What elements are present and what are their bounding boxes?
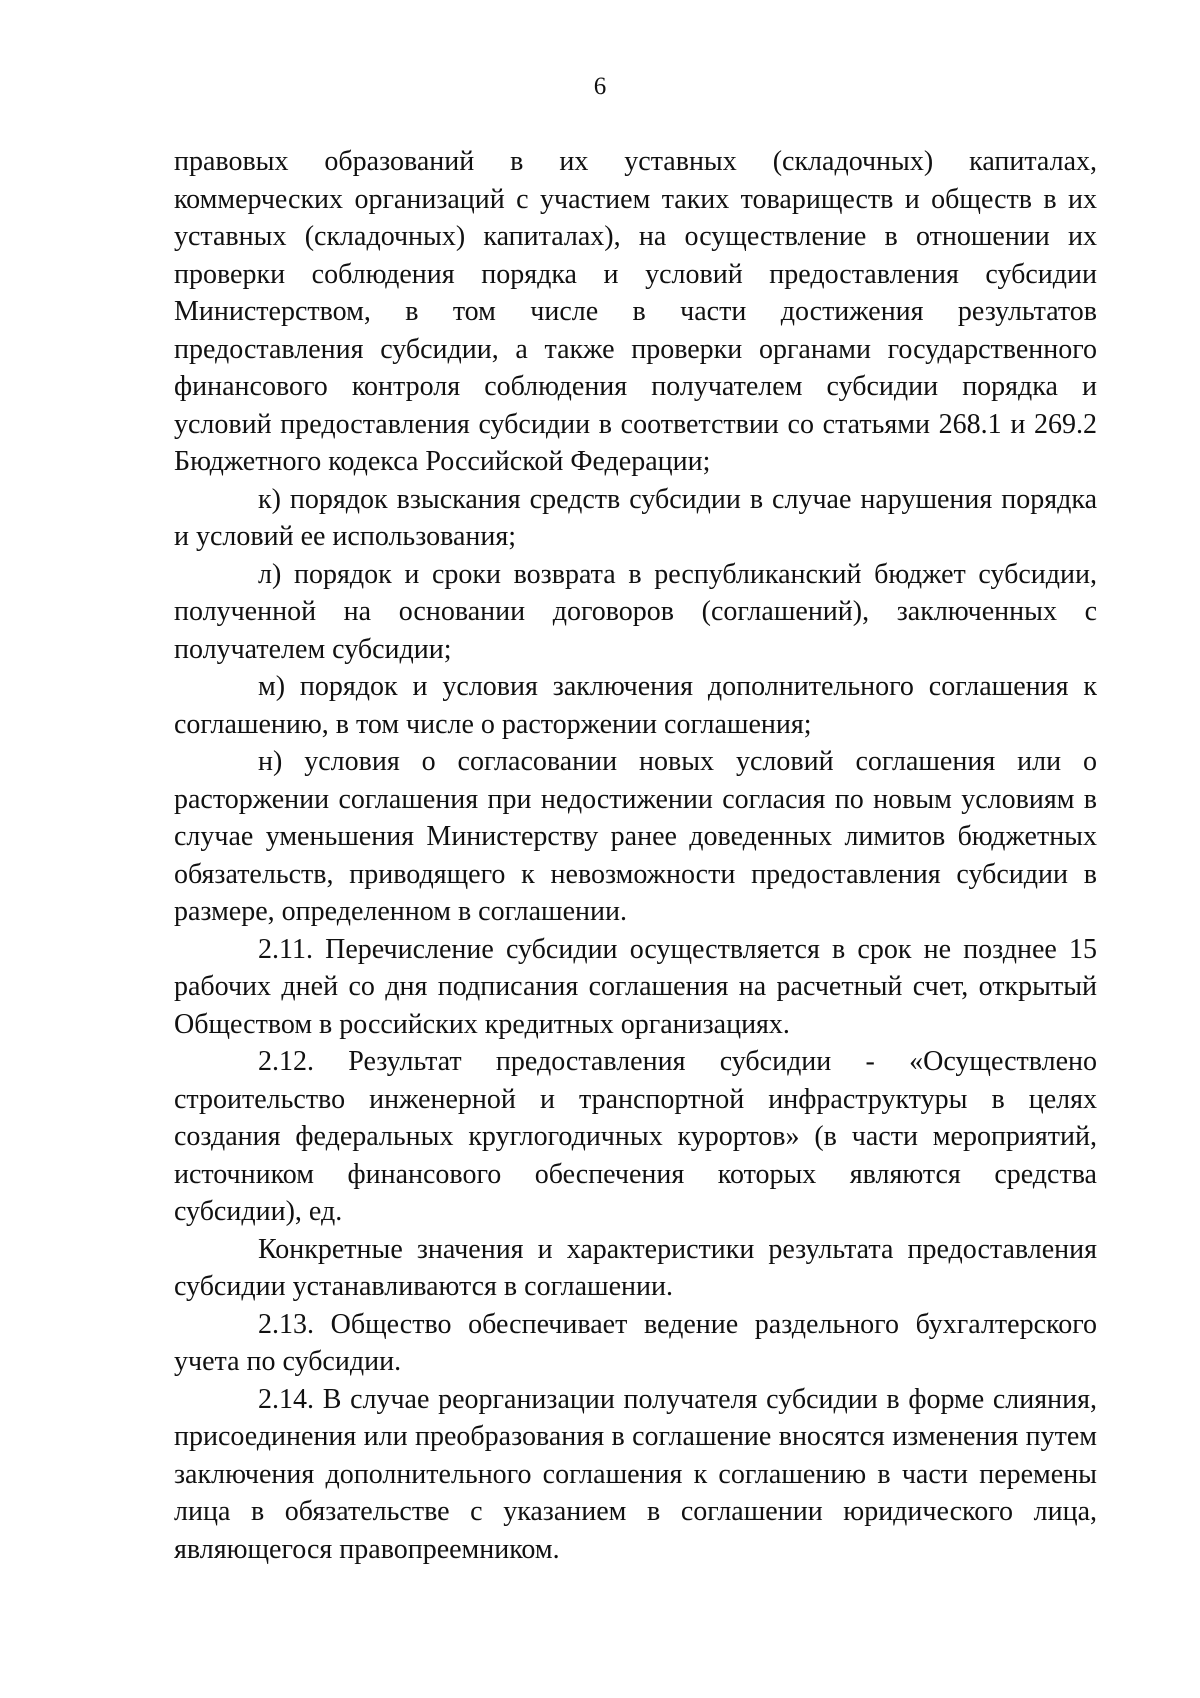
paragraph-2-11: 2.11. Перечисление субсидии осуществляется в срок не позднее 15 рабочих дней со дня подписания соглашения на расчетный счет, открытый Обществом в российских кредитных организациях.	[174, 933, 1097, 1040]
paragraph-item-l: л) порядок и сроки возврата в республиканский бюджет субсидии, полученной на основании договоров (соглашений), заключенных с получателем субсидии;	[174, 558, 1097, 665]
paragraph-continuation: правовых образований в их уставных (складочных) капиталах, коммерческих организаций с участием таких товариществ и обществ в их уставных (складочных) капиталах), на осуществление в отношении их проверки соблюдения порядка и условий предоставления субсидии Министерством, в том числе в части достижения результатов предоставления субсидии, а также проверки органами государственного финансового контроля соблюдения получателем субсидии порядка и условий предоставления субсидии в соответствии со статьями 268.1 и 269.2 Бюджетного кодекса Российской Федерации;	[174, 146, 1097, 477]
page-number: 6	[593, 73, 607, 100]
paragraph-2-12: 2.12. Результат предоставления субсидии - «Осуществлено строительство инженерной и транспортной инфраструктуры в целях создания федеральных круглогодичных курортов» (в части мероприятий, источником финансового обеспечения которых являются средства субсидии), ед.	[174, 1046, 1097, 1227]
document-body	[174, 143, 1097, 1568]
paragraph-item-k: к) порядок взыскания средств субсидии в случае нарушения порядка и условий ее использования;	[174, 483, 1097, 552]
paragraph-2-14: 2.14. В случае реорганизации получателя субсидии в форме слияния, присоединения или преобразования в соглашение вносятся изменения путем заключения дополнительного соглашения к соглашению в части перемены лица в обязательстве с указанием в соглашении юридического лица, являющегося правопреемником.	[174, 1383, 1097, 1565]
paragraph-item-m: м) порядок и условия заключения дополнительного соглашения к соглашению, в том числе о расторжении соглашения;	[174, 671, 1097, 740]
paragraph-2-13: 2.13. Общество обеспечивает ведение раздельного бухгалтерского учета по субсидии.	[174, 1308, 1097, 1377]
paragraph-result-values: Конкретные значения и характеристики результата предоставления субсидии устанавливаются в соглашении.	[174, 1233, 1097, 1302]
paragraph-item-n: н) условия о согласовании новых условий соглашения или о расторжении соглашения при недостижении согласия по новым условиям в случае уменьшения Министерству ранее доведенных лимитов бюджетных обязательств, приводящего к невозможности предоставления субсидии в размере, определенном в соглашении.	[174, 746, 1097, 927]
